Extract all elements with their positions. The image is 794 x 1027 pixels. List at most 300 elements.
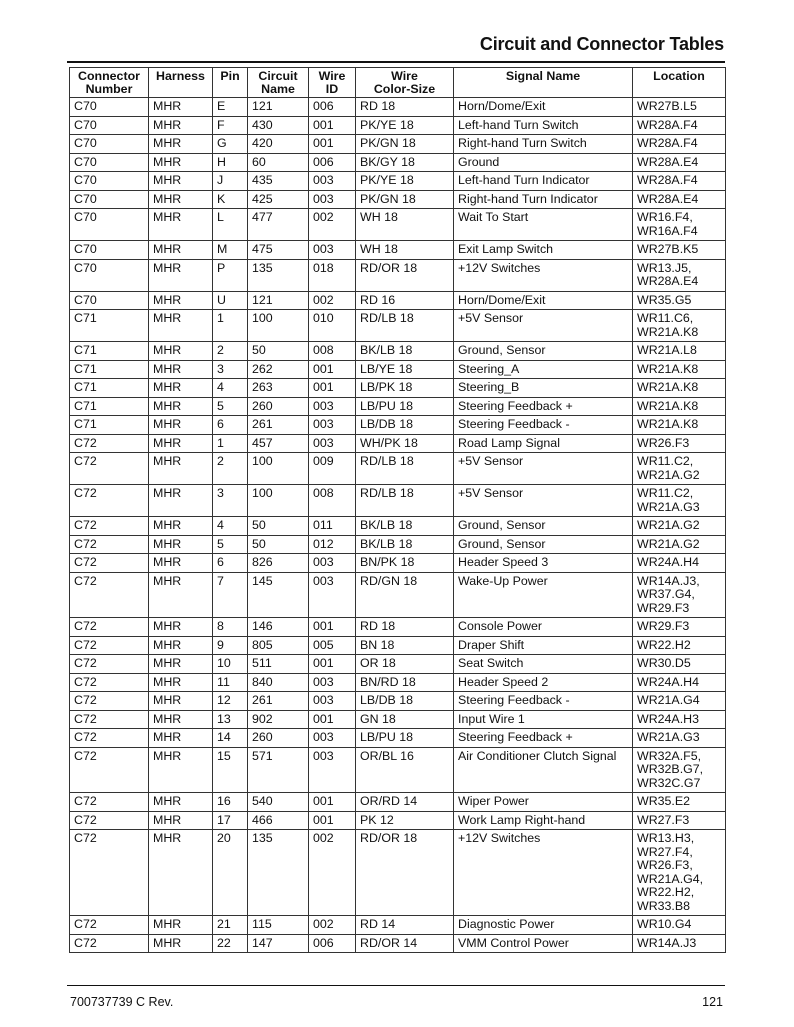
table-row (70, 673, 726, 692)
table-row (70, 710, 726, 729)
cell-location: WR11.C2, WR21A.G2 (633, 453, 726, 485)
cell-location: WR21A.G3 (633, 729, 726, 748)
cell-location: WR28A.E4 (633, 190, 726, 209)
table-row (70, 360, 726, 379)
cell-signal-name: Left-hand Turn Indicator (454, 172, 633, 191)
cell-pin: 12 (213, 692, 248, 711)
cell-location: WR13.J5, WR28A.E4 (633, 259, 726, 291)
cell-location: WR10.G4 (633, 916, 726, 935)
cell-circuit-name: 420 (248, 135, 309, 154)
cell-wire-color-size: RD/OR 18 (356, 259, 454, 291)
cell-wire-id: 008 (309, 342, 356, 361)
cell-harness: MHR (149, 729, 213, 748)
cell-wire-color-size: GN 18 (356, 710, 454, 729)
cell-pin: 2 (213, 453, 248, 485)
cell-circuit-name: 50 (248, 517, 309, 536)
cell-signal-name: +5V Sensor (454, 453, 633, 485)
cell-circuit-name: 50 (248, 535, 309, 554)
cell-circuit-name: 540 (248, 793, 309, 812)
table-row (70, 747, 726, 793)
cell-harness: MHR (149, 572, 213, 618)
cell-location: WR14A.J3 (633, 934, 726, 953)
table-row (70, 434, 726, 453)
cell-pin: 11 (213, 673, 248, 692)
cell-pin: M (213, 241, 248, 260)
cell-location: WR35.G5 (633, 291, 726, 310)
cell-location: WR28A.F4 (633, 116, 726, 135)
table-body (70, 98, 726, 953)
cell-harness: MHR (149, 241, 213, 260)
cell-wire-color-size: BK/GY 18 (356, 153, 454, 172)
cell-location: WR21A.K8 (633, 397, 726, 416)
cell-connector-number: C72 (70, 453, 149, 485)
cell-location: WR13.H3, WR27.F4, WR26.F3, WR21A.G4, WR22.H2, WR33.B8 (633, 830, 726, 916)
cell-signal-name: Wiper Power (454, 793, 633, 812)
cell-harness: MHR (149, 259, 213, 291)
cell-signal-name: Ground (454, 153, 633, 172)
cell-circuit-name: 260 (248, 729, 309, 748)
cell-connector-number: C71 (70, 379, 149, 398)
cell-location: WR21A.K8 (633, 360, 726, 379)
cell-wire-color-size: BN/PK 18 (356, 554, 454, 573)
cell-harness: MHR (149, 416, 213, 435)
cell-harness: MHR (149, 172, 213, 191)
cell-connector-number: C72 (70, 655, 149, 674)
cell-pin: 16 (213, 793, 248, 812)
cell-signal-name: Wake-Up Power (454, 572, 633, 618)
cell-pin: 2 (213, 342, 248, 361)
cell-connector-number: C71 (70, 416, 149, 435)
cell-wire-id: 003 (309, 747, 356, 793)
cell-location: WR27.F3 (633, 811, 726, 830)
header-circuit-name: Circuit Name (248, 68, 309, 98)
cell-location: WR30.D5 (633, 655, 726, 674)
cell-wire-id: 001 (309, 135, 356, 154)
cell-signal-name: Exit Lamp Switch (454, 241, 633, 260)
cell-circuit-name: 261 (248, 416, 309, 435)
cell-pin: 20 (213, 830, 248, 916)
cell-location: WR21A.L8 (633, 342, 726, 361)
table-row (70, 535, 726, 554)
cell-circuit-name: 466 (248, 811, 309, 830)
cell-circuit-name: 805 (248, 636, 309, 655)
cell-wire-color-size: RD/OR 14 (356, 934, 454, 953)
table-row (70, 291, 726, 310)
cell-wire-id: 005 (309, 636, 356, 655)
cell-wire-color-size: PK/YE 18 (356, 172, 454, 191)
cell-location: WR28A.E4 (633, 153, 726, 172)
cell-connector-number: C72 (70, 485, 149, 517)
cell-signal-name: Right-hand Turn Indicator (454, 190, 633, 209)
cell-connector-number: C72 (70, 636, 149, 655)
table-row (70, 397, 726, 416)
cell-circuit-name: 121 (248, 98, 309, 117)
table-row (70, 618, 726, 637)
cell-signal-name: Horn/Dome/Exit (454, 98, 633, 117)
cell-circuit-name: 457 (248, 434, 309, 453)
cell-signal-name: Input Wire 1 (454, 710, 633, 729)
cell-wire-id: 002 (309, 916, 356, 935)
cell-harness: MHR (149, 916, 213, 935)
cell-wire-color-size: OR/BL 16 (356, 747, 454, 793)
table-row (70, 116, 726, 135)
cell-location: WR16.F4, WR16A.F4 (633, 209, 726, 241)
page-title: Circuit and Connector Tables (479, 34, 724, 54)
cell-wire-id: 001 (309, 618, 356, 637)
header-wire-color-size: Wire Color-Size (356, 68, 454, 98)
cell-wire-color-size: BK/LB 18 (356, 342, 454, 361)
cell-connector-number: C72 (70, 793, 149, 812)
cell-circuit-name: 135 (248, 259, 309, 291)
cell-pin: 15 (213, 747, 248, 793)
cell-wire-id: 011 (309, 517, 356, 536)
cell-signal-name: Steering Feedback - (454, 692, 633, 711)
cell-wire-color-size: WH/PK 18 (356, 434, 454, 453)
cell-circuit-name: 100 (248, 310, 309, 342)
cell-circuit-name: 425 (248, 190, 309, 209)
cell-connector-number: C70 (70, 116, 149, 135)
cell-wire-color-size: RD/LB 18 (356, 453, 454, 485)
cell-wire-color-size: BN/RD 18 (356, 673, 454, 692)
cell-connector-number: C70 (70, 190, 149, 209)
cell-wire-id: 003 (309, 172, 356, 191)
cell-connector-number: C70 (70, 135, 149, 154)
cell-signal-name: +12V Switches (454, 259, 633, 291)
cell-wire-id: 003 (309, 692, 356, 711)
cell-wire-color-size: PK 12 (356, 811, 454, 830)
cell-wire-color-size: RD 18 (356, 618, 454, 637)
cell-wire-id: 006 (309, 98, 356, 117)
header-signal-name: Signal Name (454, 68, 633, 98)
cell-pin: 21 (213, 916, 248, 935)
cell-wire-id: 008 (309, 485, 356, 517)
cell-signal-name: +5V Sensor (454, 485, 633, 517)
cell-connector-number: C72 (70, 692, 149, 711)
cell-signal-name: +5V Sensor (454, 310, 633, 342)
table-row (70, 209, 726, 241)
cell-pin: 6 (213, 554, 248, 573)
table-row (70, 259, 726, 291)
cell-circuit-name: 571 (248, 747, 309, 793)
table-row (70, 310, 726, 342)
table-row (70, 811, 726, 830)
cell-harness: MHR (149, 554, 213, 573)
cell-connector-number: C72 (70, 618, 149, 637)
cell-circuit-name: 260 (248, 397, 309, 416)
cell-connector-number: C70 (70, 172, 149, 191)
cell-signal-name: Draper Shift (454, 636, 633, 655)
cell-location: WR24A.H3 (633, 710, 726, 729)
table-row (70, 190, 726, 209)
cell-circuit-name: 146 (248, 618, 309, 637)
cell-harness: MHR (149, 98, 213, 117)
cell-harness: MHR (149, 310, 213, 342)
cell-harness: MHR (149, 517, 213, 536)
cell-wire-color-size: PK/GN 18 (356, 135, 454, 154)
cell-circuit-name: 477 (248, 209, 309, 241)
cell-wire-id: 003 (309, 416, 356, 435)
cell-signal-name: Console Power (454, 618, 633, 637)
cell-circuit-name: 262 (248, 360, 309, 379)
cell-signal-name: Air Conditioner Clutch Signal (454, 747, 633, 793)
header-wire-id: Wire ID (309, 68, 356, 98)
cell-wire-id: 001 (309, 710, 356, 729)
cell-connector-number: C72 (70, 811, 149, 830)
cell-wire-id: 001 (309, 793, 356, 812)
cell-harness: MHR (149, 209, 213, 241)
cell-circuit-name: 840 (248, 673, 309, 692)
cell-wire-id: 003 (309, 554, 356, 573)
cell-harness: MHR (149, 811, 213, 830)
cell-wire-color-size: LB/DB 18 (356, 692, 454, 711)
cell-signal-name: Steering_B (454, 379, 633, 398)
cell-location: WR14A.J3, WR37.G4, WR29.F3 (633, 572, 726, 618)
cell-connector-number: C70 (70, 153, 149, 172)
cell-location: WR22.H2 (633, 636, 726, 655)
cell-connector-number: C72 (70, 729, 149, 748)
cell-circuit-name: 121 (248, 291, 309, 310)
cell-wire-id: 001 (309, 360, 356, 379)
cell-pin: 9 (213, 636, 248, 655)
cell-harness: MHR (149, 342, 213, 361)
cell-harness: MHR (149, 379, 213, 398)
cell-wire-color-size: BK/LB 18 (356, 535, 454, 554)
cell-pin: 13 (213, 710, 248, 729)
cell-location: WR29.F3 (633, 618, 726, 637)
cell-connector-number: C72 (70, 517, 149, 536)
cell-connector-number: C71 (70, 360, 149, 379)
cell-signal-name: Ground, Sensor (454, 342, 633, 361)
cell-signal-name: Ground, Sensor (454, 535, 633, 554)
header-location: Location (633, 68, 726, 98)
table-row (70, 793, 726, 812)
cell-pin: G (213, 135, 248, 154)
cell-circuit-name: 147 (248, 934, 309, 953)
cell-harness: MHR (149, 934, 213, 953)
cell-connector-number: C72 (70, 554, 149, 573)
circuit-connector-table (69, 67, 726, 953)
cell-wire-color-size: RD/GN 18 (356, 572, 454, 618)
cell-harness: MHR (149, 485, 213, 517)
cell-wire-color-size: LB/YE 18 (356, 360, 454, 379)
header-harness: Harness (149, 68, 213, 98)
cell-wire-id: 001 (309, 655, 356, 674)
table-row (70, 135, 726, 154)
cell-harness: MHR (149, 618, 213, 637)
cell-signal-name: Wait To Start (454, 209, 633, 241)
cell-pin: 3 (213, 360, 248, 379)
table-row (70, 342, 726, 361)
cell-location: WR32A.F5, WR32B.G7, WR32C.G7 (633, 747, 726, 793)
cell-wire-color-size: RD 14 (356, 916, 454, 935)
cell-harness: MHR (149, 655, 213, 674)
cell-wire-color-size: RD/LB 18 (356, 485, 454, 517)
cell-harness: MHR (149, 434, 213, 453)
cell-pin: U (213, 291, 248, 310)
table-row (70, 934, 726, 953)
table-row (70, 485, 726, 517)
cell-connector-number: C70 (70, 241, 149, 260)
page-number: 121 (702, 995, 723, 1009)
cell-location: WR21A.G2 (633, 517, 726, 536)
cell-signal-name: Header Speed 3 (454, 554, 633, 573)
cell-location: WR28A.F4 (633, 135, 726, 154)
header-pin: Pin (213, 68, 248, 98)
table-row (70, 692, 726, 711)
cell-wire-id: 003 (309, 397, 356, 416)
cell-pin: L (213, 209, 248, 241)
cell-circuit-name: 100 (248, 453, 309, 485)
document-number: 700737739 C Rev. (70, 995, 174, 1009)
cell-wire-id: 003 (309, 241, 356, 260)
table-row (70, 98, 726, 117)
cell-pin: 14 (213, 729, 248, 748)
cell-wire-id: 001 (309, 811, 356, 830)
cell-circuit-name: 60 (248, 153, 309, 172)
cell-circuit-name: 430 (248, 116, 309, 135)
table-row (70, 379, 726, 398)
cell-signal-name: Right-hand Turn Switch (454, 135, 633, 154)
header-divider (67, 61, 725, 63)
cell-circuit-name: 475 (248, 241, 309, 260)
cell-signal-name: Horn/Dome/Exit (454, 291, 633, 310)
cell-circuit-name: 826 (248, 554, 309, 573)
cell-wire-id: 003 (309, 729, 356, 748)
cell-wire-color-size: PK/YE 18 (356, 116, 454, 135)
cell-pin: 8 (213, 618, 248, 637)
cell-connector-number: C72 (70, 934, 149, 953)
cell-location: WR21A.G4 (633, 692, 726, 711)
table-row (70, 916, 726, 935)
cell-connector-number: C72 (70, 673, 149, 692)
cell-wire-color-size: BN 18 (356, 636, 454, 655)
cell-wire-color-size: RD/LB 18 (356, 310, 454, 342)
cell-location: WR21A.G2 (633, 535, 726, 554)
cell-pin: 5 (213, 535, 248, 554)
cell-signal-name: Seat Switch (454, 655, 633, 674)
cell-wire-color-size: RD 18 (356, 98, 454, 117)
cell-pin: 1 (213, 434, 248, 453)
cell-harness: MHR (149, 116, 213, 135)
table-row (70, 636, 726, 655)
cell-wire-color-size: PK/GN 18 (356, 190, 454, 209)
cell-wire-id: 002 (309, 209, 356, 241)
cell-location: WR11.C6, WR21A.K8 (633, 310, 726, 342)
cell-pin: 10 (213, 655, 248, 674)
cell-pin: E (213, 98, 248, 117)
cell-connector-number: C72 (70, 434, 149, 453)
table-header-row (70, 68, 726, 98)
cell-harness: MHR (149, 135, 213, 154)
cell-signal-name: Steering Feedback + (454, 729, 633, 748)
table-row (70, 517, 726, 536)
cell-harness: MHR (149, 636, 213, 655)
cell-connector-number: C72 (70, 747, 149, 793)
table-row (70, 729, 726, 748)
cell-harness: MHR (149, 535, 213, 554)
cell-pin: 4 (213, 379, 248, 398)
cell-location: WR27B.K5 (633, 241, 726, 260)
cell-pin: 1 (213, 310, 248, 342)
cell-wire-id: 002 (309, 291, 356, 310)
cell-wire-id: 001 (309, 116, 356, 135)
table-row (70, 172, 726, 191)
cell-location: WR27B.L5 (633, 98, 726, 117)
cell-wire-id: 012 (309, 535, 356, 554)
cell-pin: 3 (213, 485, 248, 517)
cell-wire-color-size: LB/PU 18 (356, 397, 454, 416)
cell-wire-id: 003 (309, 572, 356, 618)
cell-harness: MHR (149, 453, 213, 485)
cell-wire-id: 003 (309, 434, 356, 453)
cell-signal-name: Header Speed 2 (454, 673, 633, 692)
cell-harness: MHR (149, 190, 213, 209)
cell-location: WR11.C2, WR21A.G3 (633, 485, 726, 517)
cell-wire-id: 003 (309, 673, 356, 692)
cell-wire-id: 003 (309, 190, 356, 209)
cell-harness: MHR (149, 710, 213, 729)
cell-harness: MHR (149, 692, 213, 711)
cell-wire-color-size: LB/DB 18 (356, 416, 454, 435)
cell-harness: MHR (149, 793, 213, 812)
cell-signal-name: Steering Feedback + (454, 397, 633, 416)
cell-wire-id: 006 (309, 934, 356, 953)
table-row (70, 453, 726, 485)
cell-signal-name: +12V Switches (454, 830, 633, 916)
cell-harness: MHR (149, 747, 213, 793)
cell-harness: MHR (149, 360, 213, 379)
footer-divider (67, 985, 725, 986)
cell-signal-name: Road Lamp Signal (454, 434, 633, 453)
table-row (70, 416, 726, 435)
cell-pin: P (213, 259, 248, 291)
cell-circuit-name: 263 (248, 379, 309, 398)
cell-wire-color-size: OR 18 (356, 655, 454, 674)
cell-harness: MHR (149, 153, 213, 172)
cell-pin: 22 (213, 934, 248, 953)
cell-connector-number: C72 (70, 710, 149, 729)
cell-wire-color-size: OR/RD 14 (356, 793, 454, 812)
cell-harness: MHR (149, 291, 213, 310)
cell-circuit-name: 511 (248, 655, 309, 674)
cell-signal-name: Left-hand Turn Switch (454, 116, 633, 135)
cell-circuit-name: 435 (248, 172, 309, 191)
cell-wire-id: 010 (309, 310, 356, 342)
cell-location: WR24A.H4 (633, 673, 726, 692)
cell-circuit-name: 50 (248, 342, 309, 361)
header-connector-number: Connector Number (70, 68, 149, 98)
cell-connector-number: C71 (70, 310, 149, 342)
cell-circuit-name: 145 (248, 572, 309, 618)
cell-pin: 7 (213, 572, 248, 618)
cell-wire-id: 018 (309, 259, 356, 291)
cell-wire-color-size: WH 18 (356, 209, 454, 241)
cell-pin: K (213, 190, 248, 209)
cell-harness: MHR (149, 830, 213, 916)
cell-wire-id: 002 (309, 830, 356, 916)
cell-pin: F (213, 116, 248, 135)
table-row (70, 153, 726, 172)
cell-connector-number: C71 (70, 397, 149, 416)
cell-wire-color-size: RD/OR 18 (356, 830, 454, 916)
cell-wire-color-size: LB/PU 18 (356, 729, 454, 748)
cell-pin: 6 (213, 416, 248, 435)
cell-circuit-name: 902 (248, 710, 309, 729)
cell-location: WR24A.H4 (633, 554, 726, 573)
cell-location: WR28A.F4 (633, 172, 726, 191)
cell-location: WR35.E2 (633, 793, 726, 812)
cell-harness: MHR (149, 673, 213, 692)
